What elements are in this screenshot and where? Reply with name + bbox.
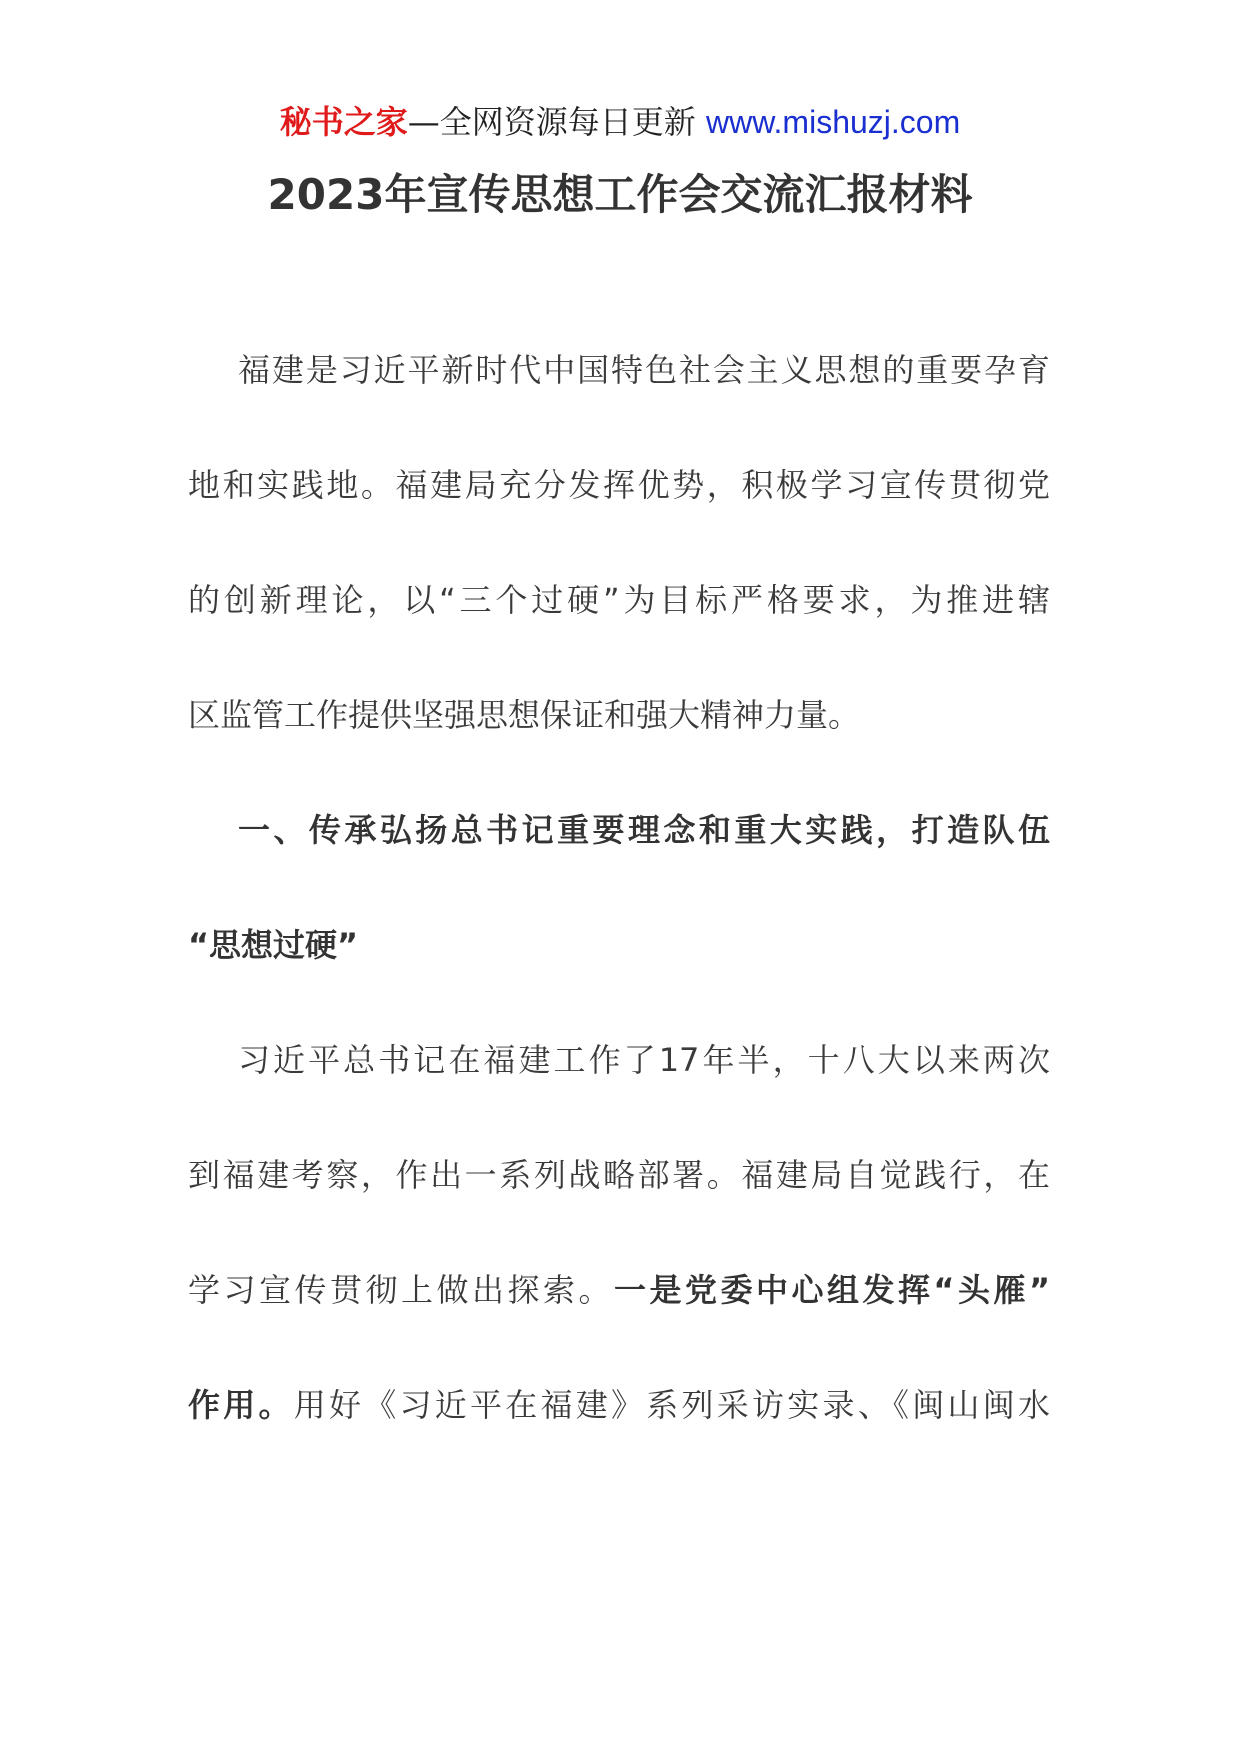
paragraph-2-line-3-text: 学习宣传贯彻上做出探索。 (188, 1271, 614, 1309)
section-1-heading-line-1: 一、传承弘扬总书记重要理念和重大实践，打造队伍 (238, 811, 1050, 849)
paragraph-2-line-2: 到福建考察，作出一系列战略部署。福建局自觉践行，在 (188, 1156, 1050, 1194)
document-title: 2023年宣传思想工作会交流汇报材料 (267, 170, 973, 219)
paragraph-1-line-1: 福建是习近平新时代中国特色社会主义思想的重要孕育 (238, 351, 1050, 389)
paragraph-1-line-2: 地和实践地。福建局充分发挥优势，积极学习宣传贯彻党 (188, 466, 1050, 504)
site-url-link[interactable]: www.mishuzj.com (705, 104, 961, 140)
paragraph-2-emphasis-2: 作用。 (188, 1386, 294, 1424)
paragraph-2-line-4 (188, 1383, 1050, 1427)
paragraph-2-line-4-text: 用好《习近平在福建》系列采访实录、《闽山闽水 (293, 1386, 1050, 1424)
paragraph-1-line-4: 区监管工作提供坚强思想保证和强大精神力量。 (188, 696, 861, 734)
paragraph-2-emphasis-1: 一是党委中心组发挥“头雁” (613, 1271, 1050, 1309)
site-header (0, 100, 1240, 144)
section-1-heading-line-2: “思想过硬” (188, 926, 359, 964)
header-tagline: —全网资源每日更新 (407, 103, 706, 141)
paragraph-2-line-1: 习近平总书记在福建工作了17年半，十八大以来两次 (238, 1041, 1050, 1079)
brand-name: 秘书之家 (279, 103, 408, 141)
paragraph-1-line-3: 的创新理论，以“三个过硬”为目标严格要求，为推进辖 (188, 581, 1050, 619)
paragraph-2-line-3 (188, 1268, 1050, 1312)
